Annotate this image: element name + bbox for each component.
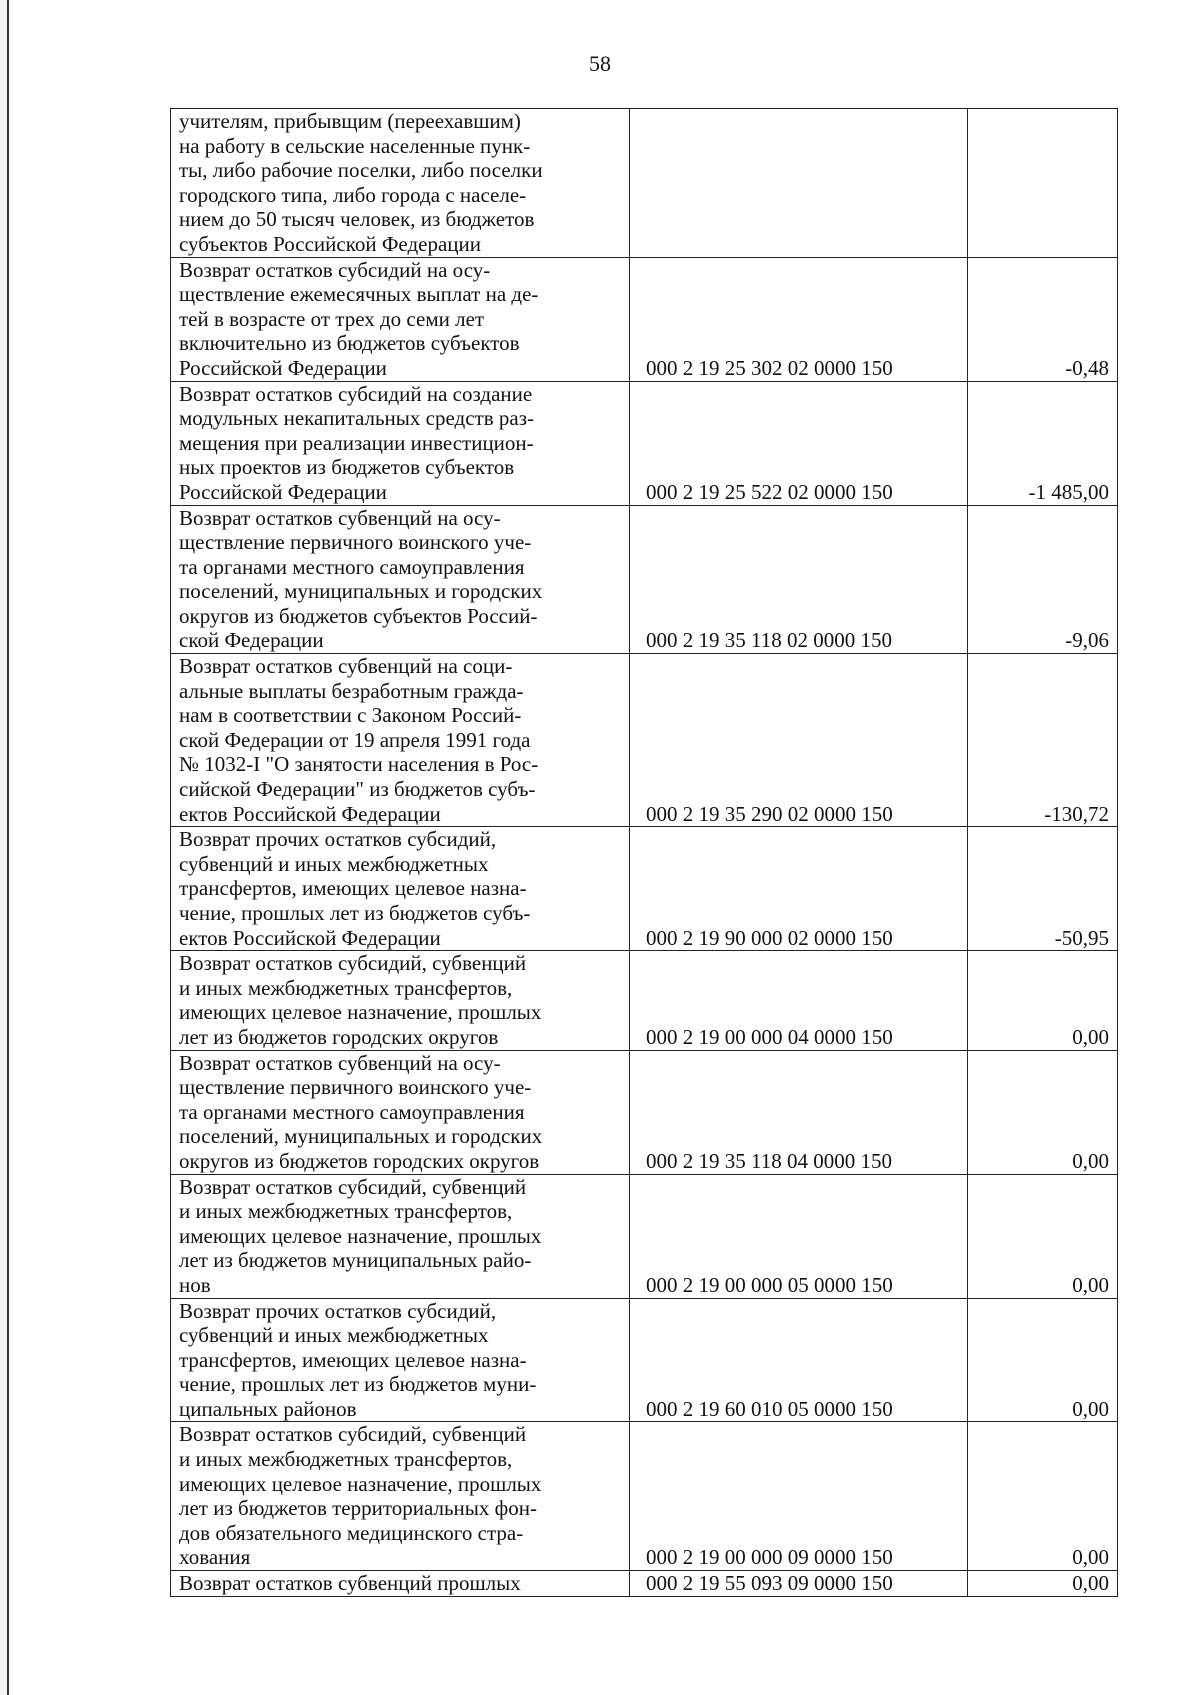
- description-line: та органами местного самоуправления: [179, 554, 525, 579]
- table-row: [171, 257, 1118, 381]
- budget-code: 000 2 19 25 522 02 0000 150: [630, 381, 968, 505]
- description-line: Возврат остатков субсидий, субвенций: [179, 1422, 527, 1447]
- description-line: чение, прошлых лет из бюджетов муни-: [179, 1372, 537, 1397]
- description-line: субъектов Российской Федерации: [179, 231, 482, 256]
- row-description: [171, 109, 630, 258]
- description-line: нам в соответствии с Законом Россий-: [179, 703, 522, 728]
- row-description: [171, 654, 630, 827]
- description-line: трансфертов, имеющих целевое назна-: [179, 1347, 527, 1372]
- description-line: ты, либо рабочие поселки, либо поселки: [179, 158, 543, 183]
- amount: -0,48: [968, 257, 1118, 381]
- row-description: [171, 1050, 630, 1174]
- description-line: чение, прошлых лет из бюджетов субъ-: [179, 901, 531, 925]
- description-line: и иных межбюджетных трансфертов,: [179, 975, 513, 1000]
- budget-code: [630, 109, 968, 258]
- budget-code: 000 2 19 35 118 04 0000 150: [630, 1050, 968, 1174]
- budget-code: 000 2 19 35 118 02 0000 150: [630, 505, 968, 654]
- description-line: ектов Российской Федерации: [179, 801, 441, 826]
- description-line: лет из бюджетов городских округов: [179, 1024, 499, 1049]
- row-description: [171, 381, 630, 505]
- description-line: мещения при реализации инвестицион-: [179, 430, 534, 455]
- table-row: [171, 1571, 1118, 1597]
- budget-code: 000 2 19 90 000 02 0000 150: [630, 827, 968, 951]
- description-line: ных проектов из бюджетов субъектов: [179, 455, 515, 480]
- budget-table: [170, 108, 1118, 1597]
- row-description: [171, 951, 630, 1050]
- description-line: нием до 50 тысяч человек, из бюджетов: [179, 207, 535, 232]
- description-line: субвенций и иных межбюджетных: [179, 851, 489, 876]
- row-description: [171, 1298, 630, 1422]
- description-line: трансфертов, имеющих целевое назна-: [179, 876, 527, 901]
- description-line: Возврат прочих остатков субсидий,: [179, 1298, 497, 1323]
- row-description: [171, 1571, 630, 1597]
- description-line: та органами местного самоуправления: [179, 1099, 525, 1124]
- description-line: Возврат остатков субвенций на осу-: [179, 505, 501, 530]
- amount: 0,00: [968, 1571, 1118, 1597]
- description-line: Российской Федерации: [179, 355, 387, 380]
- table-row: [171, 381, 1118, 505]
- amount: 0,00: [968, 1050, 1118, 1174]
- budget-code: 000 2 19 35 290 02 0000 150: [630, 654, 968, 827]
- description-line: Возврат остатков субвенций прошлых: [179, 1571, 521, 1596]
- description-line: поселений, муниципальных и городских: [179, 1124, 543, 1149]
- description-line: модульных некапитальных средств раз-: [179, 406, 534, 431]
- row-description: [171, 257, 630, 381]
- table-row: [171, 505, 1118, 654]
- row-description: [171, 827, 630, 951]
- scan-edge: [0, 0, 9, 1695]
- description-line: Возврат остатков субвенций на осу-: [179, 1050, 501, 1075]
- description-line: Российской Федерации: [179, 479, 387, 504]
- description-line: и иных межбюджетных трансфертов,: [179, 1199, 513, 1224]
- budget-code: 000 2 19 00 000 04 0000 150: [630, 951, 968, 1050]
- budget-code: 000 2 19 55 093 09 0000 150: [630, 1571, 968, 1597]
- page-number: 58: [589, 51, 611, 76]
- amount: -9,06: [968, 505, 1118, 654]
- description-line: ществление ежемесячных выплат на де-: [179, 282, 539, 307]
- description-line: альные выплаты безработным гражда-: [179, 678, 524, 703]
- budget-code: 000 2 19 25 302 02 0000 150: [630, 257, 968, 381]
- description-line: имеющих целевое назначение, прошлых: [179, 1223, 542, 1248]
- description-line: Возврат прочих остатков субсидий,: [179, 827, 497, 852]
- row-description: [171, 1174, 630, 1298]
- description-line: Возврат остатков субсидий на осу-: [179, 257, 491, 282]
- description-line: ществление первичного воинского уче-: [179, 530, 532, 555]
- description-line: хования: [179, 1545, 251, 1570]
- description-line: субвенций и иных межбюджетных: [179, 1323, 489, 1348]
- amount: [968, 109, 1118, 258]
- description-line: Возврат остатков субсидий на создание: [179, 381, 533, 406]
- description-line: имеющих целевое назначение, прошлых: [179, 1000, 542, 1025]
- description-line: тей в возрасте от трех до семи лет: [179, 306, 485, 331]
- description-line: лет из бюджетов муниципальных райо-: [179, 1248, 532, 1273]
- description-line: дов обязательного медицинского стра-: [179, 1520, 524, 1545]
- budget-code: 000 2 19 00 000 09 0000 150: [630, 1422, 968, 1571]
- description-line: ской Федерации от 19 апреля 1991 года: [179, 727, 531, 752]
- description-line: лет из бюджетов территориальных фон-: [179, 1496, 537, 1521]
- table-row: [171, 1174, 1118, 1298]
- amount: 0,00: [968, 1422, 1118, 1571]
- description-line: Возврат остатков субвенций на соци-: [179, 654, 513, 679]
- row-description: [171, 505, 630, 654]
- table-row: [171, 1298, 1118, 1422]
- amount: 0,00: [968, 1174, 1118, 1298]
- description-line: ектов Российской Федерации: [179, 925, 441, 950]
- description-line: включительно из бюджетов субъектов: [179, 331, 520, 356]
- description-line: сийской Федерации" из бюджетов субъ-: [179, 777, 536, 802]
- table-row: [171, 654, 1118, 827]
- description-line: ципальных районов: [179, 1396, 357, 1421]
- description-line: ществление первичного воинского уче-: [179, 1075, 532, 1100]
- description-line: Возврат остатков субсидий, субвенций: [179, 951, 527, 976]
- table-row: [171, 827, 1118, 951]
- amount: -1 485,00: [968, 381, 1118, 505]
- description-line: и иных межбюджетных трансфертов,: [179, 1447, 513, 1472]
- table-row: [171, 109, 1118, 258]
- description-line: № 1032-I "О занятости населения в Рос-: [179, 752, 539, 777]
- table-row: [171, 1050, 1118, 1174]
- description-line: округов из бюджетов субъектов Россий-: [179, 603, 538, 628]
- description-line: округов из бюджетов городских округов: [179, 1148, 540, 1173]
- budget-table-body: [171, 109, 1118, 1597]
- description-line: учителям, прибывщим (переехавшим): [179, 109, 521, 133]
- description-line: на работу в сельские населенные пунк-: [179, 133, 531, 158]
- description-line: поселений, муниципальных и городских: [179, 579, 543, 604]
- amount: -50,95: [968, 827, 1118, 951]
- description-line: нов: [179, 1272, 211, 1297]
- amount: 0,00: [968, 951, 1118, 1050]
- description-line: городского типа, либо города с населе-: [179, 182, 527, 207]
- table-row: [171, 1422, 1118, 1571]
- amount: -130,72: [968, 654, 1118, 827]
- row-description: [171, 1422, 630, 1571]
- description-line: имеющих целевое назначение, прошлых: [179, 1471, 542, 1496]
- amount: 0,00: [968, 1298, 1118, 1422]
- description-line: Возврат остатков субсидий, субвенций: [179, 1174, 527, 1199]
- table-row: [171, 951, 1118, 1050]
- budget-code: 000 2 19 60 010 05 0000 150: [630, 1298, 968, 1422]
- description-line: ской Федерации: [179, 628, 324, 653]
- budget-code: 000 2 19 00 000 05 0000 150: [630, 1174, 968, 1298]
